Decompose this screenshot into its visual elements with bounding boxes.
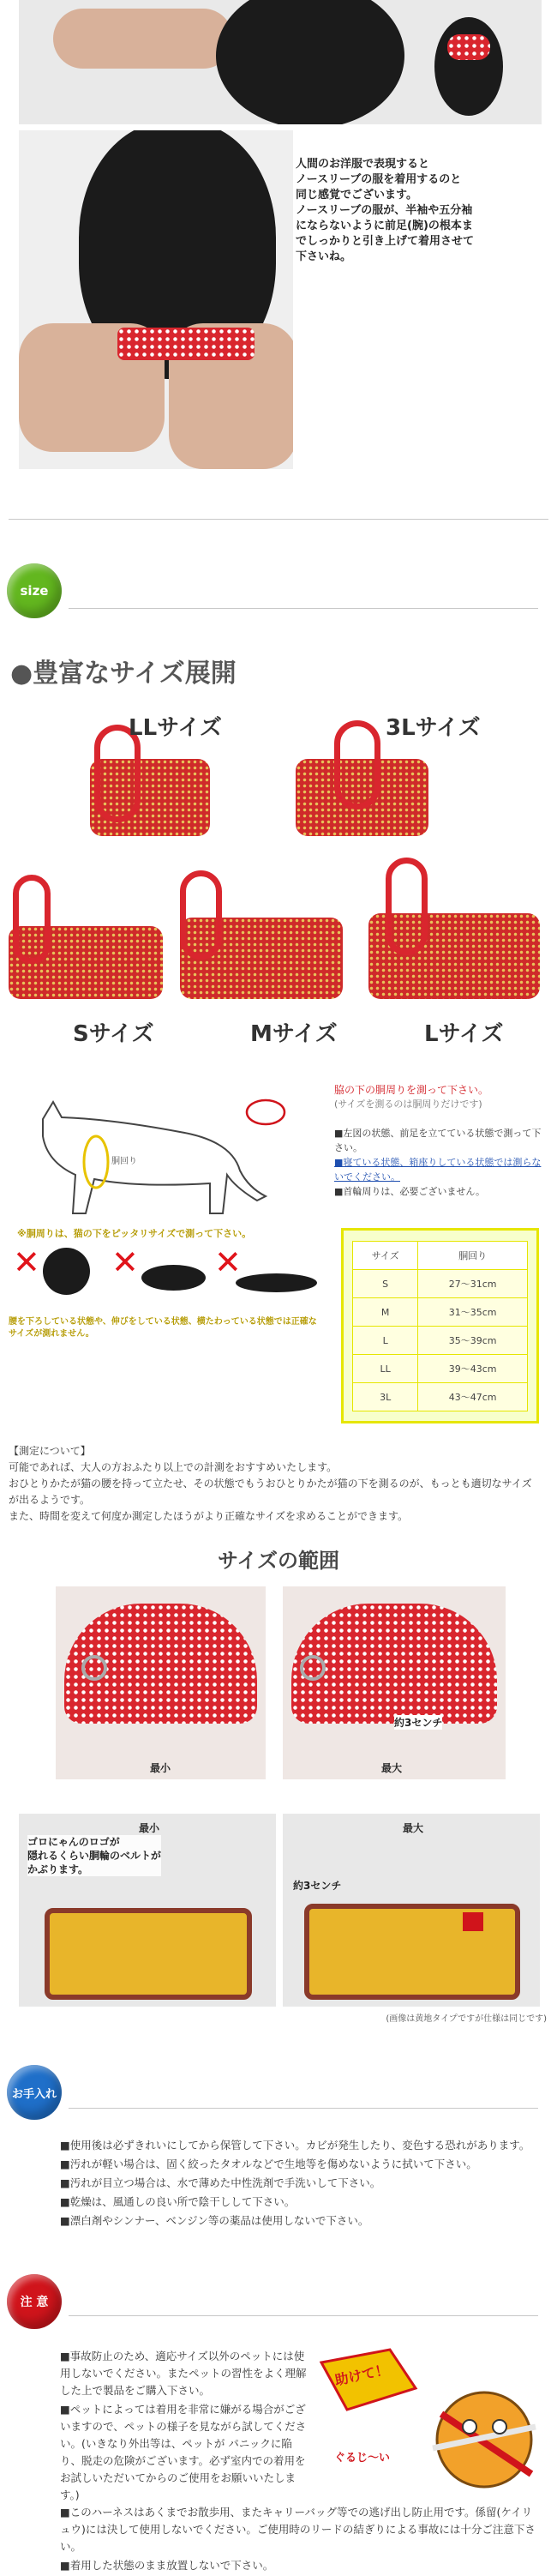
section-line — [69, 608, 538, 609]
sitting-cat-image — [43, 1248, 90, 1295]
intro-line: 下さいね。 — [296, 250, 352, 263]
measure-note — [9, 1443, 540, 1525]
care-item: ■汚れが目立つ場合は、水で薄めた中性洗剤で手洗いして下さい。 — [60, 2176, 381, 2189]
harness-image — [447, 34, 490, 60]
max-label-2: 最大 — [403, 1822, 424, 1834]
measure-bullet: ■首輪周りは、必要ございません。 — [334, 1186, 486, 1197]
table-cell: L — [353, 1327, 418, 1355]
caution-item: ■着用した状態のまま放置しないで下さい。 — [60, 2559, 274, 2572]
intro-line: にならないように前足(腕)の根本ま — [296, 220, 473, 232]
size-photos — [9, 695, 548, 1098]
top-photo — [19, 0, 542, 124]
lying-cat-image — [236, 1273, 317, 1292]
cat-image — [216, 0, 404, 124]
measure-diagram — [9, 1093, 326, 1222]
table-cell: 3L — [353, 1383, 418, 1411]
table-header: 胴回り — [418, 1242, 528, 1270]
intro-line: ノースリーブの服が、半袖や五分袖 — [296, 204, 473, 217]
caution-list-wide — [60, 2504, 536, 2576]
cross-icon: ✕ — [13, 1243, 40, 1281]
size-m-label: Mサイズ — [250, 1021, 338, 1047]
diagram-caption: ※胴周りは、猫の下をピッタリサイズで測って下さい。 — [17, 1228, 252, 1239]
size-heading: ●豊富なサイズ展開 — [10, 659, 237, 689]
intro-text — [296, 157, 536, 265]
red-tag-icon — [463, 1912, 483, 1931]
divider — [9, 519, 548, 520]
measure-note-line: おひとりかたが猫の腰を持って立たせ、その状態でもうおひとりかたが猫の下を測るのが、もっとも適切なサイズが出るようです。 — [9, 1478, 532, 1506]
care-list — [60, 2137, 536, 2231]
size-table — [352, 1241, 528, 1411]
ring-icon — [81, 1655, 107, 1681]
logo-note-line: ゴロにゃんのロゴが — [27, 1836, 120, 1848]
measure-bullet: ■左図の状態、前足を立てている状態で測って下さい。 — [334, 1128, 542, 1153]
red-harness-image — [117, 328, 255, 360]
yellow-max-photo — [283, 1814, 540, 2007]
table-row — [353, 1270, 528, 1298]
size-ll-label: LLサイズ — [129, 715, 223, 741]
range-heading: サイズの範囲 — [217, 1549, 340, 1573]
section-line — [69, 2108, 538, 2109]
size-3l-label: 3Lサイズ — [386, 715, 481, 741]
measure-note-line: 可能であれば、大人の方おふたり以上での計測をおすすめいたします。 — [9, 1461, 338, 1473]
measure-sub: (サイズを測るのは胴周りだけです) — [334, 1098, 482, 1110]
measure-bullet: ■寝ている状態、箱座りしている状態では測らないでください。 — [334, 1157, 542, 1183]
size-s-label: Sサイズ — [73, 1021, 154, 1047]
table-row — [353, 1327, 528, 1355]
care-item: ■漂白剤やシンナー、ベンジン等の薬品は使用しないで下さい。 — [60, 2214, 369, 2227]
squeeze-text: ぐるじ～い — [334, 2448, 390, 2465]
caution-item: ■このハーネスはあくまでお散歩用、またキャリーバッグ等での逃げ出し防止用です。係留(ケイリュウ)には決して使用しないでください。ご使用時のリードの結ぎりによる事故には十分ご注意下さい。 — [60, 2506, 536, 2553]
cat-standing-image — [434, 17, 503, 116]
intro-line: でしっかりと引き上げて着用させて — [296, 235, 475, 248]
care-item: ■乾燥は、風通しの良い所で陰干しして下さい。 — [60, 2195, 296, 2208]
table-cell: 39〜43cm — [418, 1355, 528, 1383]
hand-image — [53, 9, 233, 69]
table-row — [353, 1355, 528, 1383]
table-header-row — [353, 1242, 528, 1270]
care-item: ■使用後は必ずきれいにしてから保管して下さい。カビが発生したり、変色する恐れがあります。 — [60, 2139, 530, 2152]
yellow-min-photo — [19, 1814, 276, 2007]
cross-icon: ✕ — [214, 1243, 242, 1281]
wrong-caption: 腰を下ろしている状態や、伸びをしている状態、横たわっている状態では正確なサイズが測れません。 — [9, 1317, 317, 1339]
table-cell: 35〜39cm — [418, 1327, 528, 1355]
intro-line: 同じ感覚でございます。 — [296, 189, 417, 202]
table-row — [353, 1383, 528, 1411]
range-caption: (画像は黄地タイプですが仕様は同じです) — [386, 2014, 547, 2024]
caution-item: ■事故防止のため、適応サイズ以外のペットには使用しないでください。またペットの習性をよく理解した上で製品をご購入下さい。 — [60, 2350, 307, 2397]
size-table-frame — [341, 1228, 539, 1423]
measure-title: 脇の下の胴周りを測って下さい。 — [334, 1084, 489, 1096]
yellow-harness-image — [45, 1908, 252, 2000]
table-row — [353, 1298, 528, 1327]
logo-note — [27, 1835, 161, 1876]
table-cell: M — [353, 1298, 418, 1327]
table-cell: 31〜35cm — [418, 1298, 528, 1327]
gap-label: 約3センチ — [394, 1717, 443, 1729]
yellow-harness-image — [304, 1904, 520, 2000]
caution-list — [60, 2348, 308, 2506]
cat-outline-icon — [9, 1093, 326, 1222]
table-header: サイズ — [353, 1242, 418, 1270]
strap-l — [386, 858, 428, 955]
measure-info — [334, 1082, 548, 1199]
table-cell: 27〜31cm — [418, 1270, 528, 1298]
intro-line: 人間のお洋服で表現すると — [296, 158, 430, 171]
measure-note-line: また、時間を変えて何度か測定したほうがより正確なサイズを求めることができます。 — [9, 1510, 409, 1522]
stretching-cat-image — [141, 1265, 206, 1291]
min-label-2: 最小 — [139, 1822, 160, 1834]
table-cell: 43〜47cm — [418, 1383, 528, 1411]
logo-note-line: かぶります。 — [27, 1863, 89, 1875]
table-cell: LL — [353, 1355, 418, 1383]
logo-note-line: 隠れるくらい胴輪のベルトが — [27, 1850, 162, 1862]
wrong-poses — [9, 1243, 326, 1312]
gap-label-2: 約3センチ — [293, 1880, 342, 1892]
min-label: 最小 — [150, 1762, 171, 1774]
cross-icon: ✕ — [111, 1243, 139, 1281]
wearing-photo — [19, 130, 293, 469]
size-l-label: Lサイズ — [424, 1021, 504, 1047]
size-badge: size — [7, 563, 62, 618]
intro-line: ノースリーブの服を着用するのと — [296, 173, 462, 186]
max-label: 最大 — [381, 1762, 403, 1774]
strap-3l — [334, 720, 380, 810]
cartoon-illustration — [313, 2345, 540, 2500]
table-cell: S — [353, 1270, 418, 1298]
ring-icon — [300, 1655, 326, 1681]
care-badge: お手入れ — [7, 2065, 62, 2120]
caution-badge: 注 意 — [7, 2274, 62, 2329]
strap-m — [180, 870, 222, 960]
girth-label: 胴回り — [111, 1157, 137, 1166]
measure-note-title: 【測定について】 — [9, 1445, 91, 1457]
range-max-photo — [283, 1586, 506, 1779]
care-item: ■汚れが軽い場合は、固く絞ったタオルなどで生地等を傷めないように拭いて下さい。 — [60, 2158, 477, 2170]
help-text: 助けて！ — [332, 2361, 391, 2389]
strap-s — [13, 875, 51, 964]
section-line — [69, 2315, 538, 2316]
range-min-photo — [56, 1586, 266, 1779]
caution-item: ■ペットによっては着用を非常に嫌がる場合がございますので、ペットの様子を見ながら試してください。(いきなり外出等は、ペットが パニックに陥り、脱走の危険がございます。必ず室内での着用をお試しいただいてからのご使用をお願いいたします。) — [60, 2403, 307, 2501]
